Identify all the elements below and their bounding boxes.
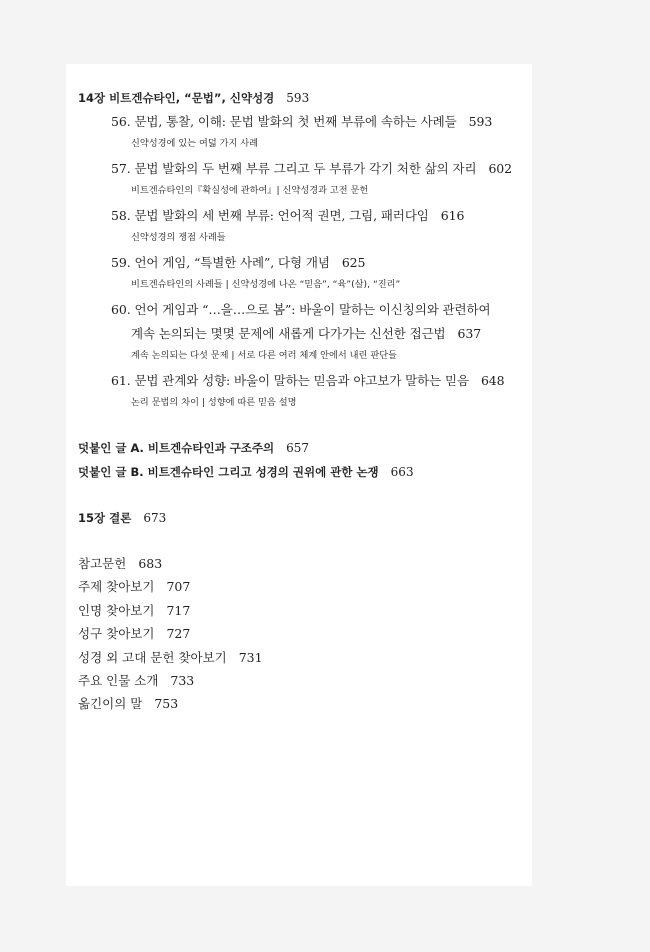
section-61-entry[interactable]: [78, 369, 528, 393]
page-number: 707: [166, 579, 191, 595]
page-number: 717: [166, 602, 191, 618]
section-57-subtopics: 비트겐슈타인의『확실성에 관하여』| 신약성경과 고전 문헌: [131, 185, 369, 196]
page-number: 663: [390, 465, 414, 479]
section-title: 59. 언어 게임, “특별한 사례”, 다형 개념: [111, 255, 330, 270]
section-60-entry-continued[interactable]: [78, 322, 528, 346]
section-title: 56. 문법, 통찰, 이해: 문법 발화의 첫 번째 부류에 속하는 사례들: [111, 114, 457, 129]
section-60-subtopics: 계속 논의되는 다섯 문제 | 서로 다른 여러 체계 안에서 내린 판단들: [131, 350, 397, 361]
section-title-continued: 계속 논의되는 몇몇 문제에 새롭게 다가가는 신선한 접근법: [131, 326, 446, 341]
backmatter-ancient-texts-index[interactable]: [78, 646, 528, 669]
section-60-entry[interactable]: [78, 298, 528, 322]
page-number: 753: [154, 696, 179, 712]
section-58-entry[interactable]: [78, 204, 528, 228]
section-title: 57. 문법 발화의 두 번째 부류 그리고 두 부류가 각기 처한 삶의 자리: [111, 161, 477, 176]
chapter-title: 15장 결론: [78, 511, 132, 525]
page-number: 733: [170, 672, 195, 688]
backmatter-key-figures[interactable]: [78, 669, 528, 692]
backmatter-name-index[interactable]: [78, 599, 528, 622]
backmatter-scripture-index[interactable]: [78, 622, 528, 645]
page-number: 673: [143, 511, 167, 525]
backmatter-title: 성구 찾아보기: [78, 626, 155, 642]
chapter-15-entry[interactable]: [78, 506, 528, 530]
page-number: 625: [341, 255, 366, 270]
section-57-entry[interactable]: [78, 157, 528, 181]
section-59-subtopics: 비트겐슈타인의 사례들 | 신약성경에 나온 “믿음”, “육”(살), “진리”: [131, 279, 401, 290]
backmatter-translator-note[interactable]: [78, 692, 528, 715]
section-61-subtopics: 논리 문법의 차이 | 성향에 따른 믿음 설명: [131, 397, 297, 408]
appendix-title: 덧붙인 글 B. 비트겐슈타인 그리고 성경의 권위에 관한 논쟁: [78, 465, 379, 479]
page-number: 593: [468, 114, 493, 129]
backmatter-bibliography[interactable]: [78, 552, 528, 575]
section-title: 58. 문법 발화의 세 번째 부류: 언어적 권면, 그림, 패러다임: [111, 208, 429, 223]
page-number: 616: [440, 208, 465, 223]
page-number: 731: [238, 649, 263, 665]
page-number: 727: [166, 626, 191, 642]
section-58-subtopics: 신약성경의 쟁점 사례들: [131, 232, 226, 243]
section-59-entry[interactable]: [78, 251, 528, 275]
section-title: 60. 언어 게임과 “…을…으로 봄”: 바울이 말하는 이신칭의와 관련하여: [111, 302, 491, 317]
appendix-a-entry[interactable]: [78, 436, 528, 460]
backmatter-title: 주제 찾아보기: [78, 579, 155, 595]
section-title: 61. 문법 관계와 성향: 바울이 말하는 믿음과 야고보가 말하는 믿음: [111, 373, 469, 388]
backmatter-subject-index[interactable]: [78, 575, 528, 598]
backmatter-title: 인명 찾아보기: [78, 602, 155, 618]
backmatter-title: 주요 인물 소개: [78, 672, 159, 688]
chapter-14-entry[interactable]: [78, 86, 528, 110]
section-56-subtopics: 신약성경에 있는 여덟 가지 사례: [131, 138, 259, 149]
page-number: 683: [138, 556, 163, 571]
table-of-contents: [78, 86, 528, 716]
page-number: 593: [286, 91, 310, 105]
page-number: 637: [457, 326, 482, 341]
section-56-entry[interactable]: [78, 110, 528, 134]
page-number: 602: [488, 161, 512, 176]
page-number: 648: [480, 373, 505, 388]
backmatter-title: 옮긴이의 말: [78, 696, 143, 712]
page-number: 657: [286, 441, 310, 455]
backmatter-title: 성경 외 고대 문헌 찾아보기: [78, 649, 227, 665]
appendix-title: 덧붙인 글 A. 비트겐슈타인과 구조주의: [78, 441, 275, 455]
chapter-title: 14장 비트겐슈타인, “문법”, 신약성경: [78, 91, 275, 105]
backmatter-title: 참고문헌: [78, 556, 127, 571]
appendix-b-entry[interactable]: [78, 460, 528, 484]
